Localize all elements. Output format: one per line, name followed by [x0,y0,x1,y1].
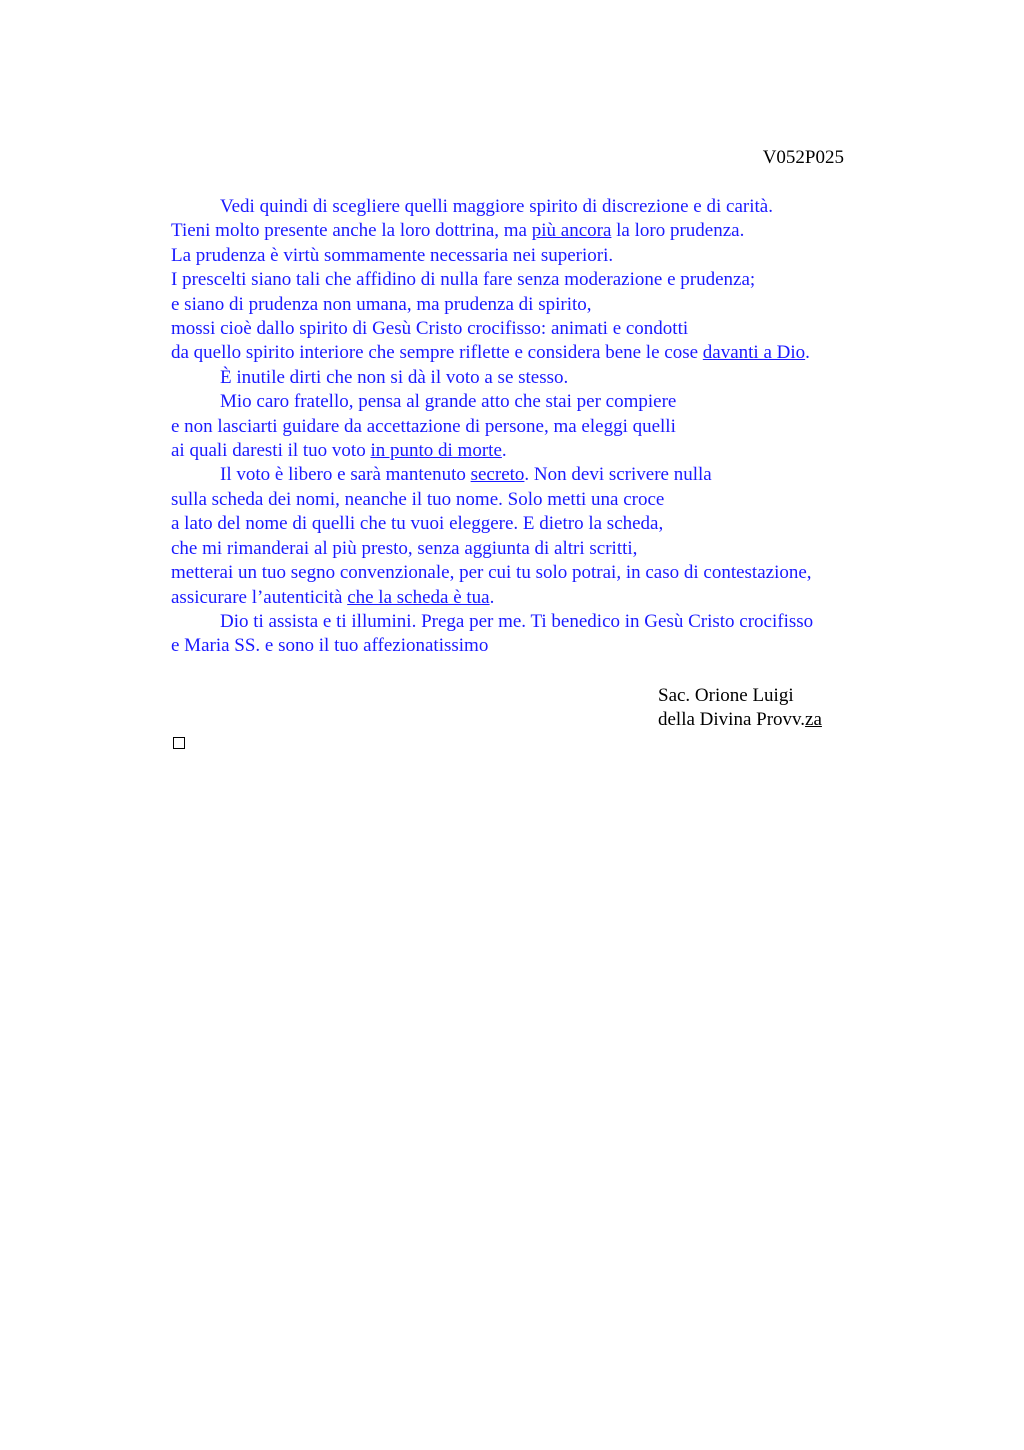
text-segment: assicurare l’autenticità [171,586,348,608]
text-line: È inutile dirti che non si dà il voto a se stesso. [220,366,569,388]
text-line: I prescelti siano tali che affidino di nulla fare senza moderazione e prudenza; [171,269,756,291]
underlined-text: più ancora [531,220,612,242]
text-line [171,219,891,243]
text-line [171,586,891,610]
text-segment: . [489,586,495,608]
underlined-text: za [805,709,822,731]
text-line: mossi cioè dallo spirito di Gesù Cristo crocifisso: animati e condotti [171,318,689,340]
underlined-text: in punto di morte [370,440,502,462]
underlined-text: davanti a Dio [702,342,806,364]
underlined-text: secreto [470,464,525,486]
page-id: V052P025 [762,147,844,168]
text-line: Dio ti assista e ti illumini. Prega per me. Ti benedico in Gesù Cristo crocifisso [220,610,814,632]
text-segment: ai quali daresti il tuo voto [171,440,371,462]
signature-block [658,684,822,733]
text-segment: . Non devi scrivere nulla [524,464,712,486]
text-line: metterai un tuo segno convenzionale, per cui tu solo potrai, in caso di contestazione, [171,562,812,584]
text-line: e non lasciarti guidare da accettazione di persone, ma eleggi quelli [171,415,676,437]
text-segment: . [501,440,507,462]
text-line: a lato del nome di quelli che tu vuoi eleggere. E dietro la scheda, [171,513,664,535]
underlined-text: che la scheda è tua [347,586,490,608]
text-line: sulla scheda dei nomi, neanche il tuo nome. Solo metti una croce [171,488,665,510]
signature-name: Sac. Orione Luigi [658,685,794,706]
checkbox-square-icon [173,737,185,749]
text-line: Mio caro fratello, pensa al grande atto che stai per compiere [220,391,677,413]
text-line: e siano di prudenza non umana, ma prudenza di spirito, [171,293,592,315]
text-line: La prudenza è virtù sommamente necessaria nei superiori. [171,244,614,266]
text-segment: Il voto è libero e sarà mantenuto [220,464,471,486]
text-segment: la loro prudenza. [611,220,745,242]
signature-title [658,708,822,732]
text-line [171,439,891,463]
letter-body [171,195,891,659]
text-line: che mi rimanderai al più presto, senza aggiunta di altri scritti, [171,537,638,559]
text-segment: della Divina Provv. [658,709,806,731]
text-line: Vedi quindi di scegliere quelli maggiore spirito di discrezione e di carità. [220,196,773,217]
text-segment: . [805,342,810,364]
text-line [171,463,891,487]
text-segment: Tieni molto presente anche la loro dottrina, ma [171,220,532,242]
text-line [171,341,891,365]
text-segment: da quello spirito interiore che sempre riflette e considera bene le cose [171,342,703,364]
text-line: e Maria SS. e sono il tuo affezionatissimo [171,635,489,657]
